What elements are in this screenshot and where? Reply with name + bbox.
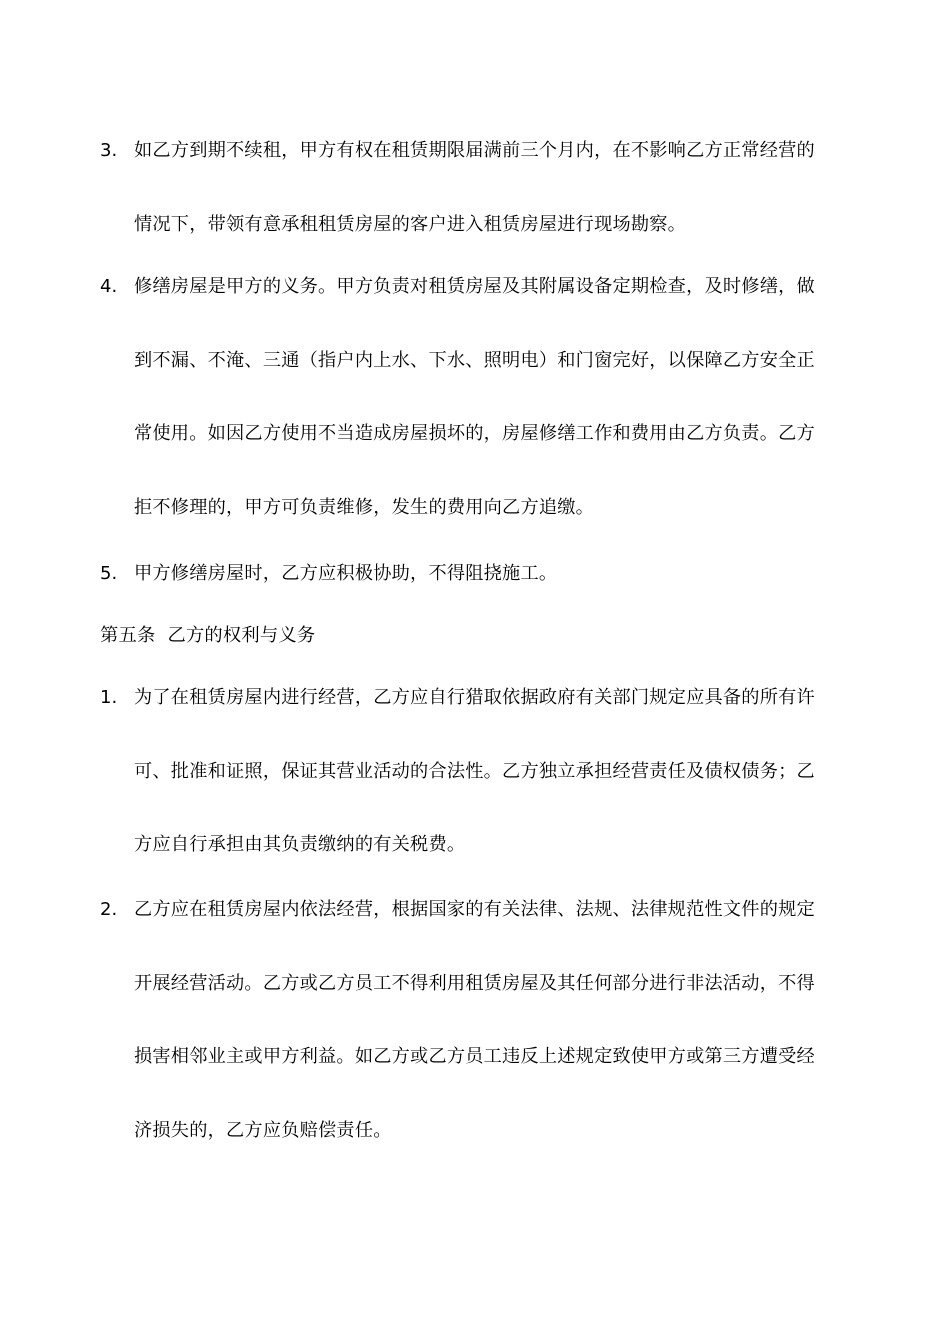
clause-text [134, 138, 845, 285]
clause-text [134, 685, 845, 906]
clause-item-4 [100, 274, 845, 568]
clause-line: 常使用。如因乙方使用不当造成房屋损坏的，房屋修缮工作和费用由乙方负责。乙方 [134, 423, 815, 444]
clause-text [134, 274, 845, 568]
clause-item-1 [100, 685, 845, 906]
clause-line: 到不漏、不淹、三通（指户内上水、下水、照明电）和门窗完好，以保障乙方安全正 [134, 349, 815, 371]
clause-text [134, 897, 845, 1191]
clause-line: 拒不修理的，甲方可负责维修，发生的费用向乙方追缴。 [134, 496, 595, 518]
clause-line: 如乙方到期不续租，甲方有权在租赁期限届满前三个月内，在不影响乙方正常经营的 [134, 140, 815, 161]
clause-number: 4. [100, 276, 118, 297]
clause-line: 可、批准和证照，保证其营业活动的合法性。乙方独立承担经营责任及债权债务；乙 [134, 760, 815, 782]
clause-line: 损害相邻业主或甲方利益。如乙方或乙方员工违反上述规定致使甲方或第三方遭受经 [134, 1046, 815, 1067]
clause-number: 3. [100, 140, 118, 161]
clause-item-2 [100, 897, 845, 1191]
clause-number: 2. [100, 899, 118, 920]
clause-line: 修缮房屋是甲方的义务。甲方负责对租赁房屋及其附属设备定期检查，及时修缮，做 [134, 276, 815, 297]
clause-line: 乙方应在租赁房屋内依法经营，根据国家的有关法律、法规、法律规范性文件的规定 [134, 899, 815, 920]
clause-line: 方应自行承担由其负责缴纳的有关税费。 [134, 834, 466, 855]
clause-line: 济损失的，乙方应负赔偿责任。 [134, 1119, 392, 1141]
clause-number: 1. [100, 687, 118, 708]
section-heading: 第五条 乙方的权利与义务 [100, 625, 316, 646]
clause-number: 5. [100, 563, 118, 584]
clause-line: 甲方修缮房屋时，乙方应积极协助，不得阻挠施工。 [134, 563, 558, 584]
clause-line: 为了在租赁房屋内进行经营，乙方应自行猎取依据政府有关部门规定应具备的所有许 [134, 687, 815, 708]
clause-item-3 [100, 138, 845, 285]
clause-line: 开展经营活动。乙方或乙方员工不得利用租赁房屋及其任何部分进行非法活动，不得 [134, 972, 815, 994]
clause-line: 情况下，带领有意承租租赁房屋的客户进入租赁房屋进行现场勘察。 [134, 213, 687, 235]
